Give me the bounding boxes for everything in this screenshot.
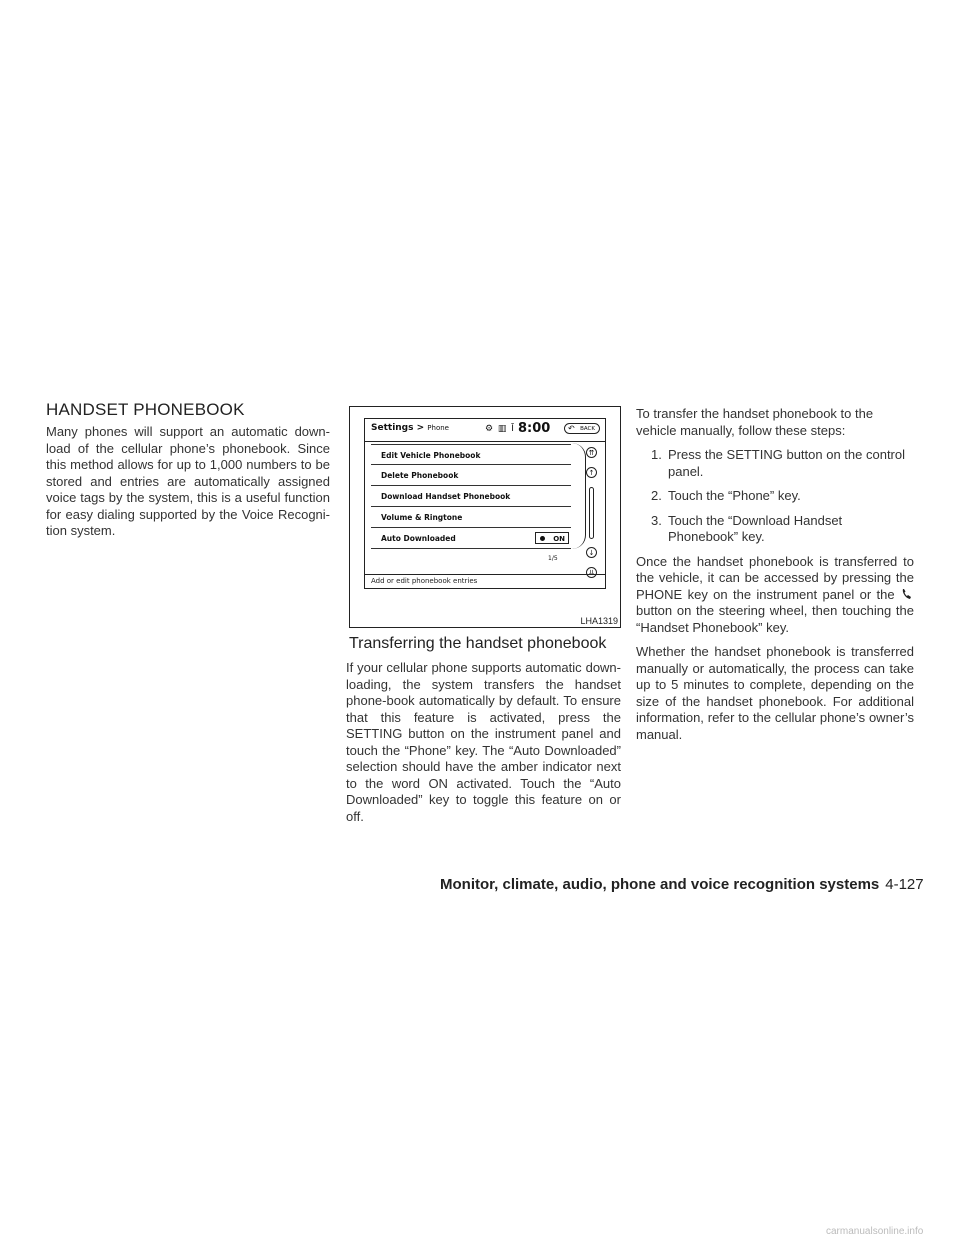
transfer-column [346,660,621,825]
menu-item-label: Volume & Ringtone [381,513,463,522]
page-indicator: 1/5 [548,555,558,562]
back-button[interactable] [564,423,600,434]
menu-item-delete-phonebook[interactable] [371,465,571,486]
scroll-up-icon[interactable]: ↑ [586,467,597,478]
phone-icon [900,587,914,601]
menu-item-label: Download Handset Phonebook [381,492,511,501]
step-number: 1. [651,447,662,462]
page-number: 4-127 [885,876,924,893]
on-indicator[interactable] [535,532,569,544]
transfer-paragraph: If your cellular phone supports automatic down-loading, the system transfers the handset phone-book automatically by default. To ensure that this feature is activated, press the SETTING button on the instrument panel and touch the “Phone” key. The “Auto Downloaded” selection should have the amber indicator next to the word ON activated. Touch the “Auto Downloaded” key to toggle this feature on or off. [346,660,621,824]
step-text: Touch the “Phone” key. [668,488,801,503]
menu-item-edit-vehicle-phonebook[interactable] [371,444,571,465]
screen-header [365,419,605,442]
step-item [636,447,914,480]
figure-label: LHA1319 [580,616,618,626]
scroll-top-icon[interactable]: ⇈ [586,447,597,458]
access-paragraph [636,554,914,637]
step-text: Touch the “Download Handset Phonebook” key. [668,512,843,544]
steps-list [636,447,914,546]
back-arrow-icon: ↶ [568,424,575,433]
intro-paragraph: Many phones will support an automatic down-load of the cellular phone’s phonebook. Since this method allows for up to 1,000 numbers to be stored and entries are automatically assigned voice tags by the system, this is a useful function for easy dialing supported by the Voice Recogni-tion system. [46,424,330,538]
scroll-bottom-icon[interactable]: ⇊ [586,567,597,578]
hint-text: Add or edit phonebook entries [365,574,605,588]
breadcrumb-settings[interactable]: Settings > [371,423,425,433]
back-label: BACK [580,426,595,432]
settings-screen [364,418,606,589]
duration-paragraph: Whether the handset phonebook is transferred manually or automatically, the process can take up to 5 minutes to complete, depending on the size of the handset phonebook. For additional information, refer to the cellular phone’s owner’s manual. [636,644,914,742]
page-footer [440,876,924,893]
screen-figure [349,406,621,628]
access-text-b: button on the steering wheel, then touching the “Handset Phonebook” key. [636,603,914,635]
on-label: ON [553,535,565,543]
step-number: 2. [651,488,662,503]
intro-column [46,424,330,540]
menu-item-auto-downloaded[interactable] [371,528,571,549]
menu-item-volume-ringtone[interactable] [371,507,571,528]
steps-intro: To transfer the handset phonebook to the vehicle manually, follow these steps: [636,406,874,438]
watermark: carmanualsonline.info [826,1226,924,1237]
step-text: Press the SETTING button on the control panel. [668,447,906,479]
subsection-heading: Transferring the handset phonebook [349,635,607,652]
menu-item-download-handset-phonebook[interactable] [371,486,571,507]
indicator-dot-icon [540,536,545,541]
menu-item-label: Edit Vehicle Phonebook [381,451,481,460]
clock: 8:00 [518,421,551,436]
manual-steps-column [636,406,914,743]
breadcrumb-phone: Phone [427,424,449,432]
step-number: 3. [651,512,662,528]
scrollbar[interactable] [589,487,594,539]
menu-item-label: Auto Downloaded [381,534,456,543]
settings-menu [371,444,571,549]
step-item [636,488,914,505]
scroll-down-icon[interactable]: ↓ [586,547,597,558]
breadcrumb [371,423,449,433]
step-item [636,513,914,546]
status-icons: ⚙ ▥ Ῑ [485,424,515,434]
menu-arc [572,443,586,549]
menu-item-label: Delete Phonebook [381,471,459,480]
access-text-a: Once the handset phonebook is transferred to the vehicle, it can be accessed by pressing the PHONE key on the instrument panel or the [636,553,914,602]
footer-title: Monitor, climate, audio, phone and voice recognition systems [440,876,880,893]
section-heading: HANDSET PHONEBOOK [46,400,245,419]
